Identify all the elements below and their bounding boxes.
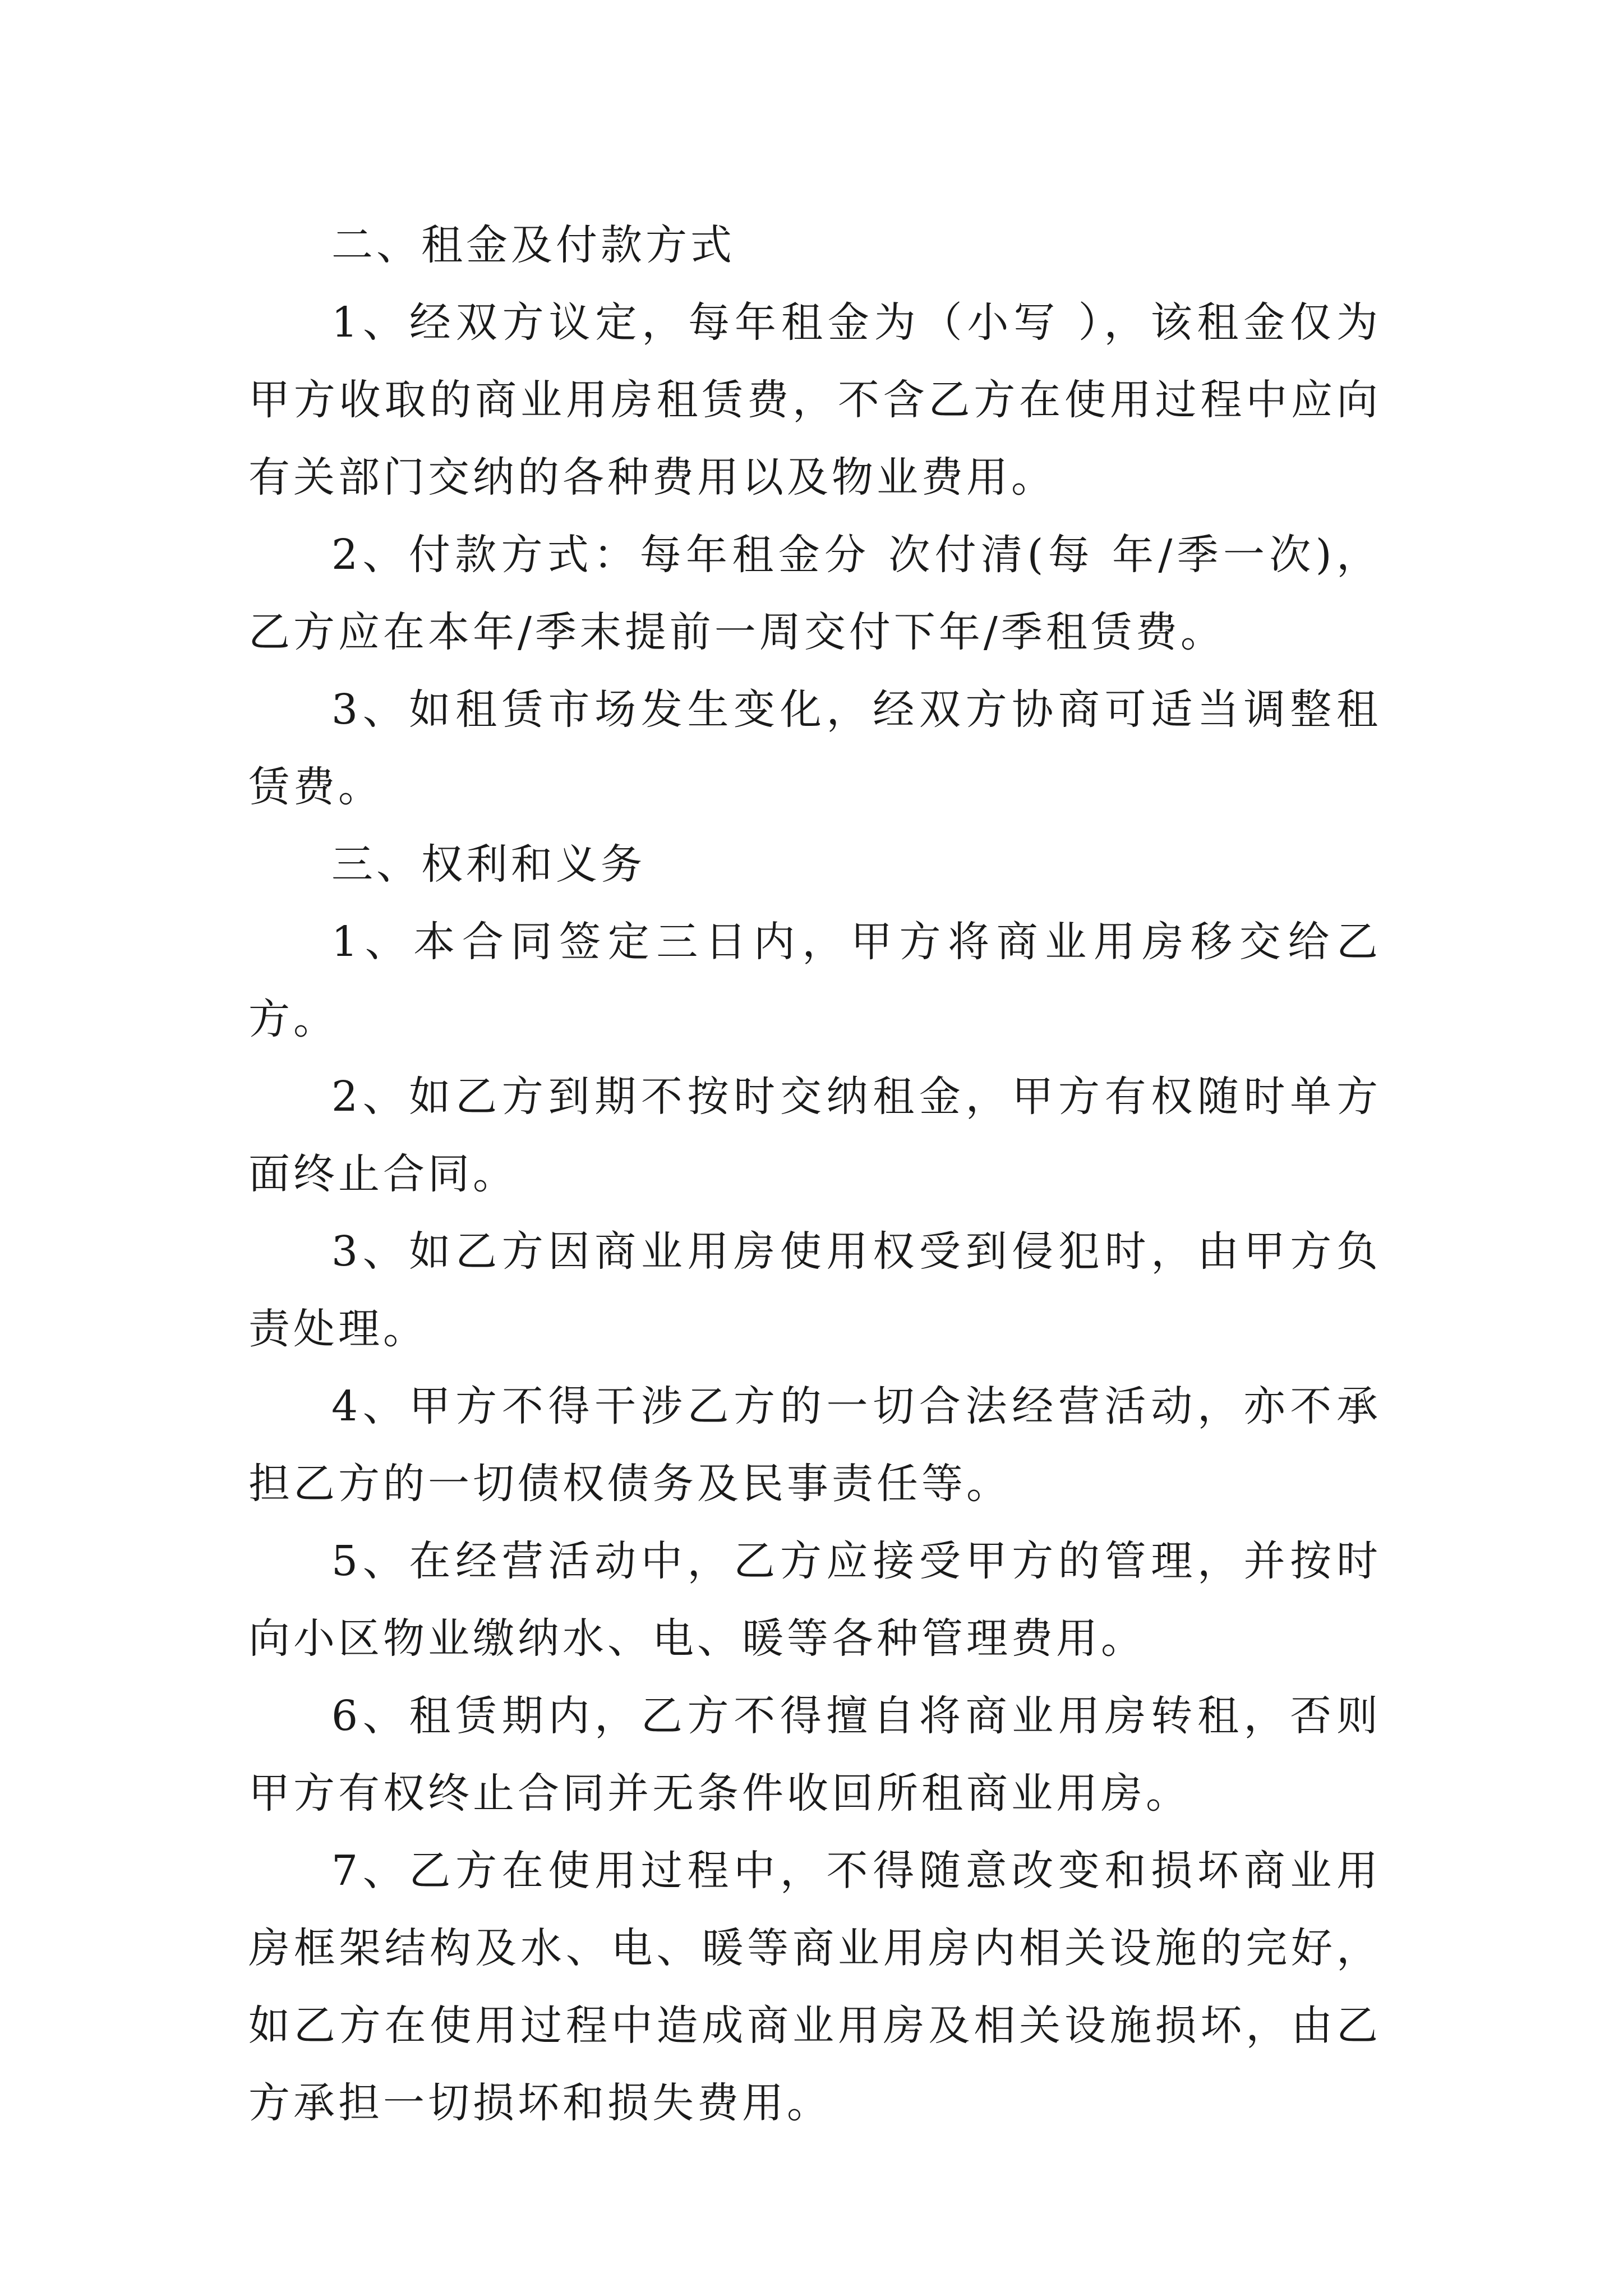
- clause-management-fees: 5、在经营活动中，乙方应接受甲方的管理，并按时向小区物业缴纳水、电、暖等各种管理费用。: [248, 1537, 1381, 1663]
- clause-handover: 1、本合同签定三日内，甲方将商业用房移交给乙方。: [248, 918, 1381, 1043]
- clause-use-rights: 3、如乙方因商业用房使用权受到侵犯时，由甲方负责处理。: [248, 1227, 1381, 1353]
- clause-no-sublease: 6、租赁期内，乙方不得擅自将商业用房转租，否则甲方有权终止合同并无条件收回所租商业用房。: [248, 1692, 1381, 1818]
- clause-rent-adjustment: 3、如租赁市场发生变化，经双方协商可适当调整租赁费。: [248, 685, 1381, 811]
- section-heading-rights-obligations: 三、权利和义务: [331, 840, 645, 889]
- clause-non-interference: 4、甲方不得干涉乙方的一切合法经营活动，亦不承担乙方的一切债权债务及民事责任等。: [248, 1382, 1381, 1508]
- document-body: [248, 206, 1381, 2142]
- clause-damage-liability: 7、乙方在使用过程中，不得随意改变和损坏商业用房框架结构及水、电、暖等商业用房内相关设施的完好，如乙方在使用过程中造成商业用房及相关设施损坏，由乙方承担一切损坏和损失费用。: [248, 1847, 1381, 2127]
- clause-payment-method: 2、付款方式：每年租金分 次付清(每 年/季一次)，乙方应在本年/季末提前一周交付下年/季租赁费。: [248, 531, 1381, 656]
- clause-rent-amount: 1、经双方议定，每年租金为（小写 ），该租金仅为甲方收取的商业用房租赁费，不含乙方在使用过程中应向有关部门交纳的各种费用以及物业费用。: [248, 298, 1381, 501]
- section-heading-rent-payment: 二、租金及付款方式: [331, 221, 735, 269]
- clause-late-payment: 2、如乙方到期不按时交纳租金，甲方有权随时单方面终止合同。: [248, 1073, 1381, 1198]
